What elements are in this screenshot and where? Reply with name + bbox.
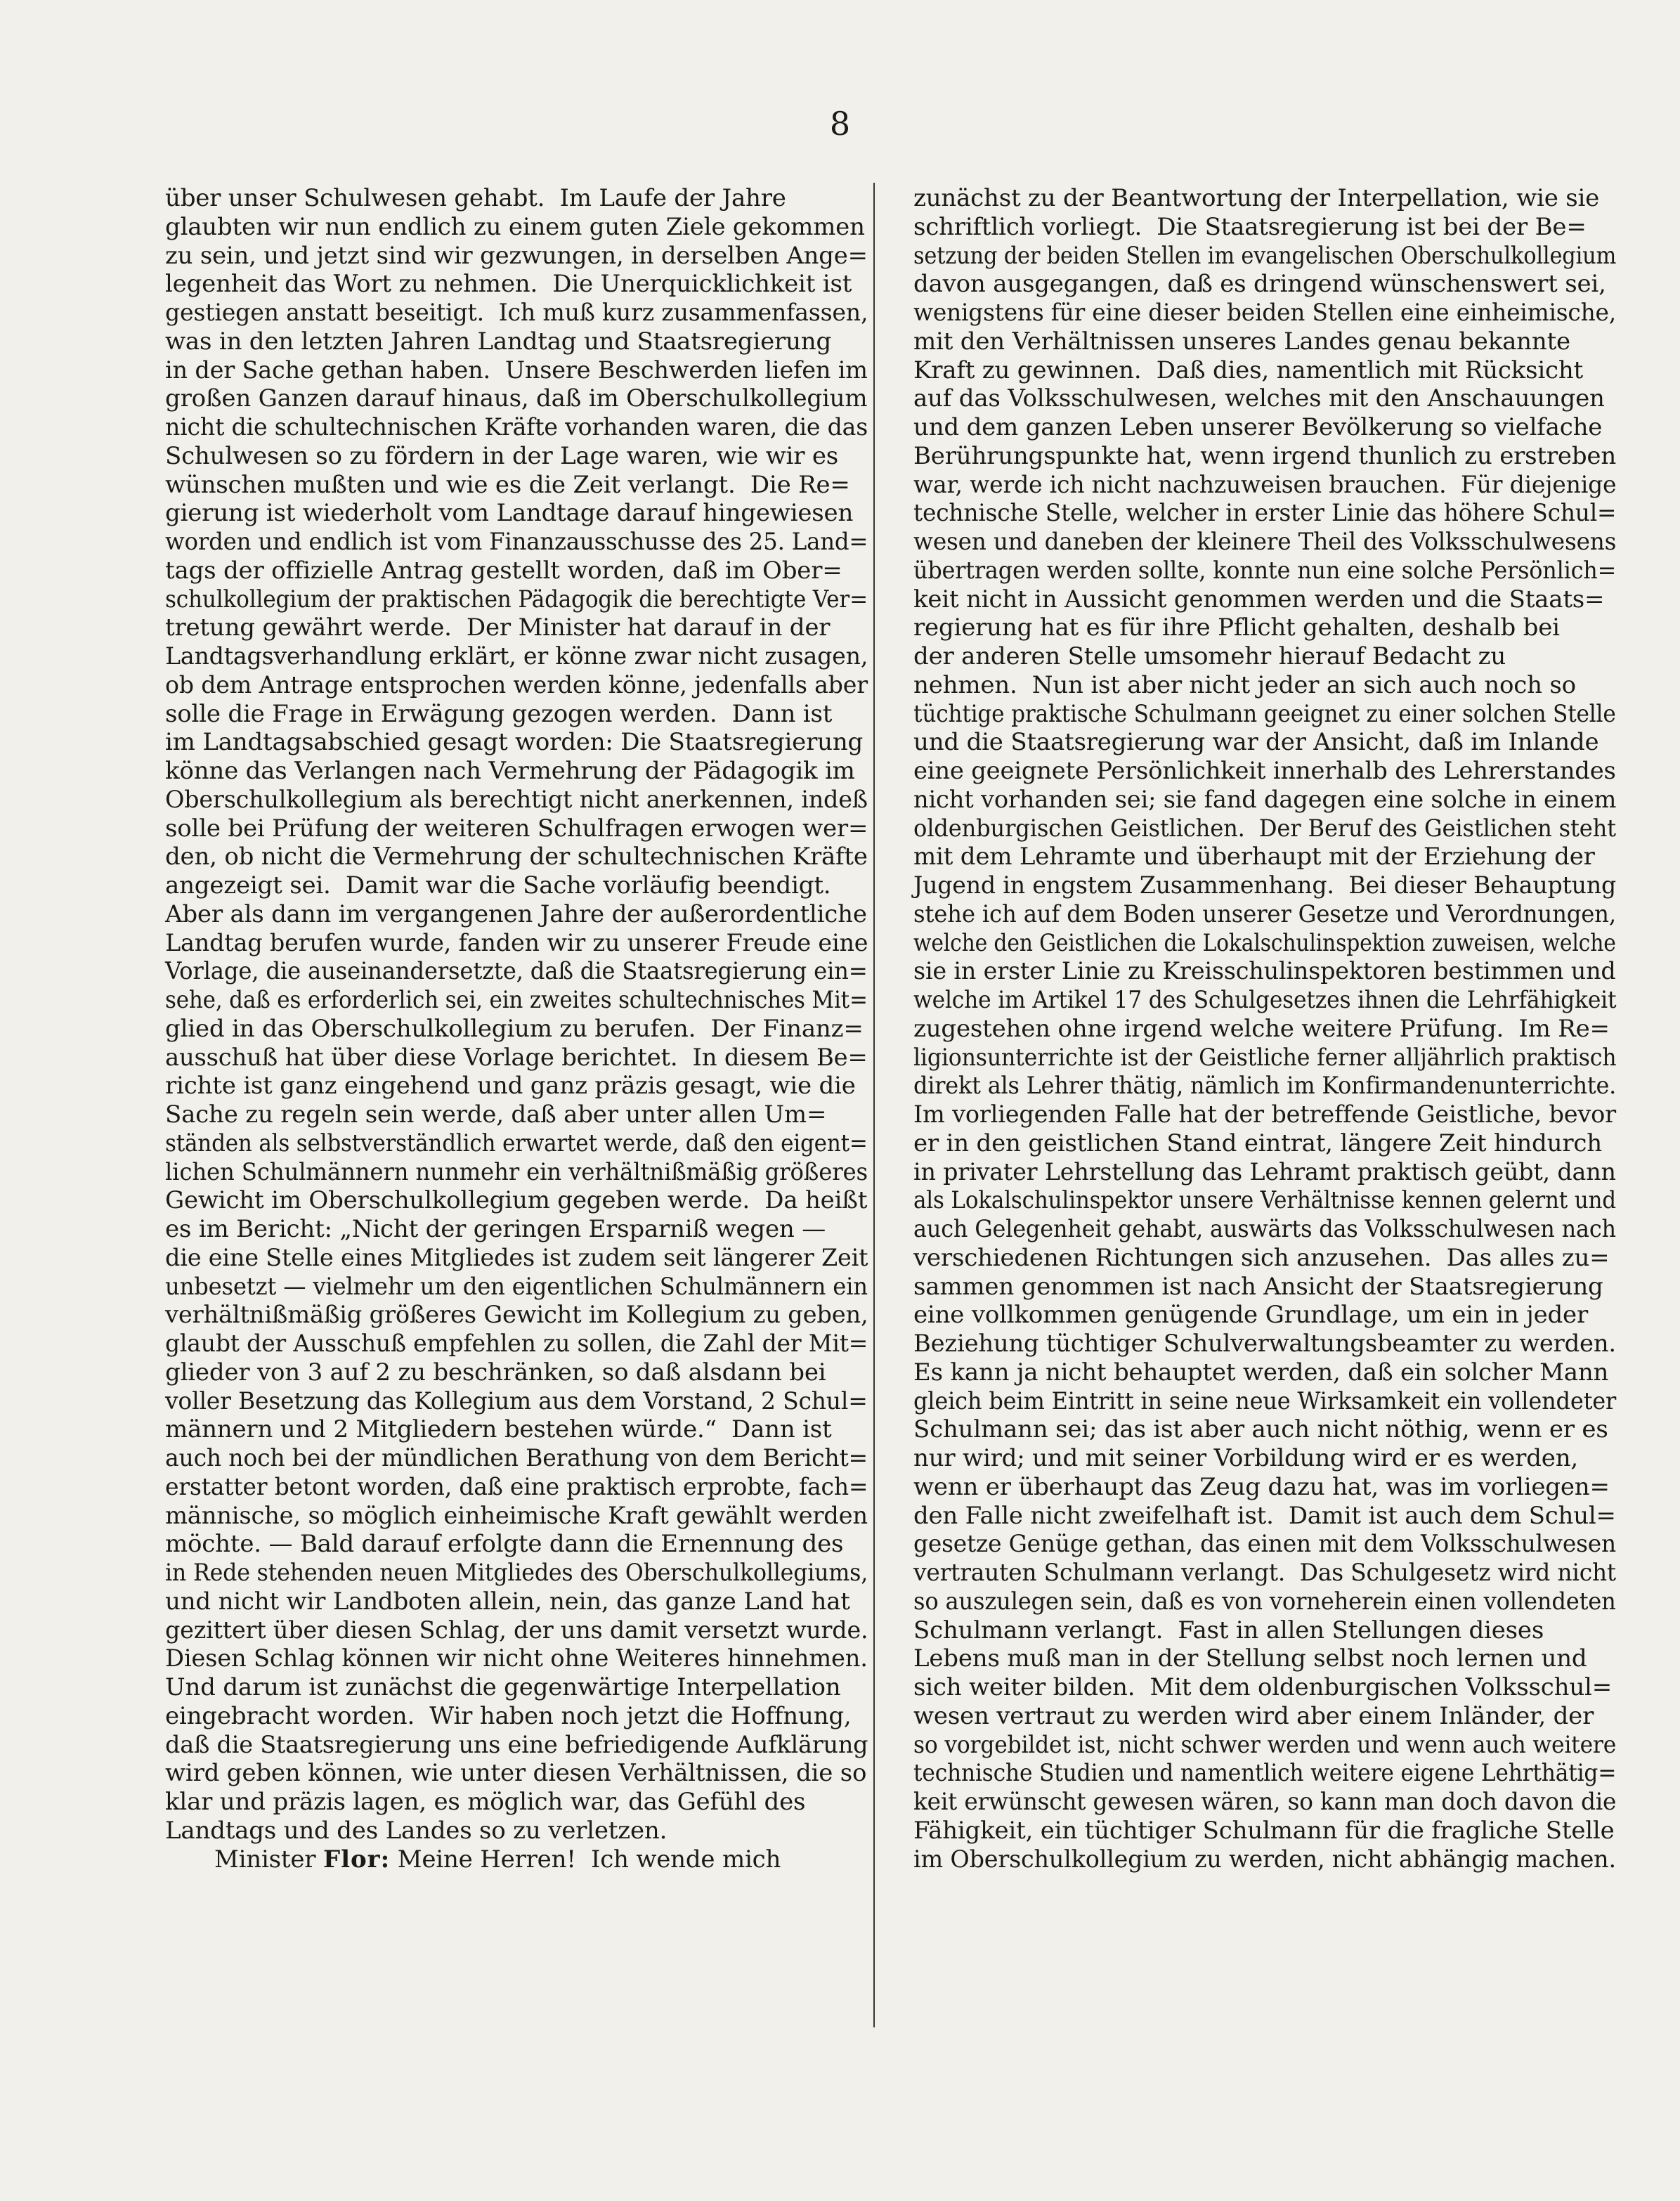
text-line: unbesetzt — vielmehr um den eigentlichen Schulmännern ein	[165, 1272, 868, 1301]
text-line: die eine Stelle eines Mitgliedes ist zudem seit längerer Zeit	[165, 1243, 868, 1272]
text-line: Oberschulkollegium als berechtigt nicht anerkennen, indeß	[165, 785, 868, 814]
text-line: männische, so möglich einheimische Kraft gewählt werden	[165, 1501, 868, 1530]
text-line: stehe ich auf dem Boden unserer Gesetze und Verordnungen,	[913, 900, 1616, 928]
text-line: in Rede stehenden neuen Mitgliedes des Oberschulkollegiums,	[165, 1559, 868, 1587]
text-line: Schulmann verlangt. Fast in allen Stellungen dieses	[913, 1616, 1544, 1644]
text-line: nur wird; und mit seiner Vorbildung wird er es werden,	[913, 1444, 1579, 1472]
text-line: wesen und daneben der kleinere Theil des Volksschulwesens	[913, 528, 1617, 556]
text-line: ständen als selbstverständlich erwartet werde, daß den eigent=	[165, 1129, 868, 1157]
text-line: glaubten wir nun endlich zu einem guten Ziele gekommen	[165, 212, 865, 241]
text-line: glaubt der Ausschuß empfehlen zu sollen, die Zahl der Mit=	[165, 1330, 868, 1358]
text-line: und nicht wir Landboten allein, nein, das ganze Land hat	[165, 1587, 850, 1616]
text-line: und dem ganzen Leben unserer Bevölkerung so vielfache	[913, 413, 1603, 441]
text-line: gleich beim Eintritt in seine neue Wirksamkeit ein vollendeter	[913, 1387, 1617, 1415]
text-line: klar und präzis lagen, es möglich war, das Gefühl des	[165, 1788, 806, 1816]
text-line: legenheit das Wort zu nehmen. Die Unerquicklichkeit ist	[165, 270, 852, 299]
text-line: sich weiter bilden. Mit dem oldenburgischen Volksschul=	[913, 1673, 1612, 1701]
text-line: Berührungspunkte hat, wenn irgend thunlich zu erstreben	[913, 441, 1617, 470]
text-line: Landtags und des Landes so zu verletzen.	[165, 1816, 668, 1845]
text-line: technische Stelle, welcher in erster Linie das höhere Schul=	[913, 499, 1617, 528]
text-line: Sache zu regeln sein werde, daß aber unter allen Um=	[165, 1100, 827, 1129]
left-column	[165, 184, 868, 1874]
text-line: zugestehen ohne irgend welche weitere Prüfung. Im Re=	[913, 1014, 1610, 1043]
text-line: Diesen Schlag können wir nicht ohne Weiteres hinnehmen.	[165, 1644, 868, 1673]
text-line: direkt als Lehrer thätig, nämlich im Konfirmandenunterrichte.	[913, 1072, 1617, 1100]
speaker-title: Minister	[214, 1845, 323, 1874]
text-line: Beziehung tüchtiger Schulverwaltungsbeamter zu werden.	[913, 1330, 1616, 1358]
text-line: sehe, daß es erforderlich sei, ein zweites schultechnisches Mit=	[165, 986, 868, 1014]
text-line: auch noch bei der mündlichen Berathung von dem Bericht=	[165, 1444, 868, 1472]
text-line: Lebens muß man in der Stellung selbst noch lernen und	[913, 1644, 1587, 1673]
text-line: Aber als dann im vergangenen Jahre der außerordentliche	[165, 900, 867, 928]
text-line: tüchtige praktische Schulmann geeignet zu einer solchen Stelle	[913, 699, 1616, 728]
text-line: nicht die schultechnischen Kräfte vorhanden waren, die das	[165, 413, 868, 441]
text-line: regierung hat es für ihre Pflicht gehalten, deshalb bei	[913, 613, 1560, 642]
text-line: solle die Frage in Erwägung gezogen werden. Dann ist	[165, 699, 833, 728]
text-line: mit den Verhältnissen unseres Landes genau bekannte	[913, 327, 1570, 356]
text-line: lichen Schulmännern nunmehr ein verhältnißmäßig größeres	[165, 1157, 868, 1186]
text-line: Gewicht im Oberschulkollegium gegeben werde. Da heißt	[165, 1186, 868, 1215]
text-line: mit dem Lehramte und überhaupt mit der Erziehung der	[913, 843, 1595, 871]
text-line: möchte. — Bald darauf erfolgte dann die Ernennung des	[165, 1530, 844, 1559]
text-line: den Falle nicht zweifelhaft ist. Damit ist auch dem Schul=	[913, 1501, 1616, 1530]
text-line: Jugend in engstem Zusammenhang. Bei dieser Behauptung	[913, 871, 1617, 900]
text-line: gestiegen anstatt beseitigt. Ich muß kurz zusammenfassen,	[165, 299, 868, 327]
text-line: glied in das Oberschulkollegium zu berufen. Der Finanz=	[165, 1014, 864, 1043]
text-line: tretung gewährt werde. Der Minister hat darauf in der	[165, 613, 831, 642]
text-line: und die Staatsregierung war der Ansicht, daß im Inlande	[913, 728, 1599, 757]
text-line: großen Ganzen darauf hinaus, daß im Oberschulkollegium	[165, 384, 868, 413]
text-line: in privater Lehrstellung das Lehramt praktisch geübt, dann	[913, 1157, 1616, 1186]
text-line: sie in erster Linie zu Kreisschulinspektoren bestimmen und	[913, 957, 1616, 986]
text-line: zunächst zu der Beantwortung der Interpellation, wie sie	[913, 184, 1600, 212]
text-line: technische Studien und namentlich weitere eigene Lehrthätig=	[913, 1759, 1617, 1788]
text-line: vertrauten Schulmann verlangt. Das Schulgesetz wird nicht	[913, 1559, 1616, 1587]
text-line: eine vollkommen genügende Grundlage, um ein in jeder	[913, 1301, 1589, 1330]
text-line: männern und 2 Mitgliedern bestehen würde.“ Dann ist	[165, 1415, 832, 1444]
text-line: voller Besetzung das Kollegium aus dem Vorstand, 2 Schul=	[165, 1387, 868, 1415]
text-line: erstatter betont worden, daß eine praktisch erprobte, fach=	[165, 1472, 868, 1501]
text-line: wird geben können, wie unter diesen Verhältnissen, die so	[165, 1759, 867, 1788]
text-line: auch Gelegenheit gehabt, auswärts das Volksschulwesen nach	[913, 1215, 1616, 1243]
speech-start: Meine Herren! Ich wende mich	[390, 1845, 781, 1874]
text-line: setzung der beiden Stellen im evangelischen Oberschulkollegium	[913, 241, 1617, 270]
text-line: eine geeignete Persönlichkeit innerhalb des Lehrerstandes	[913, 757, 1616, 785]
text-line: zu sein, und jetzt sind wir gezwungen, in derselben Ange=	[165, 241, 868, 270]
text-line: ob dem Antrage entsprochen werden könne, jedenfalls aber	[165, 670, 868, 699]
text-line: nehmen. Nun ist aber nicht jeder an sich auch noch so	[913, 670, 1576, 699]
text-line: übertragen werden sollte, konnte nun eine solche Persönlich=	[913, 556, 1617, 585]
text-line: wesen vertraut zu werden wird aber einem Inländer, der	[913, 1701, 1594, 1730]
text-line: sammen genommen ist nach Ansicht der Staatsregierung	[913, 1272, 1603, 1301]
text-line: schriftlich vorliegt. Die Staatsregierung ist bei der Be=	[913, 212, 1587, 241]
text-line: als Lokalschulinspektor unsere Verhältnisse kennen gelernt und	[913, 1186, 1616, 1215]
page-number: 8	[829, 105, 851, 143]
text-line: verschiedenen Richtungen sich anzusehen. Das alles zu=	[913, 1243, 1610, 1272]
speaker-line	[165, 1845, 868, 1874]
text-line: glieder von 3 auf 2 zu beschränken, so daß alsdann bei	[165, 1358, 826, 1387]
text-line: so vorgebildet ist, nicht schwer werden und wenn auch weitere	[913, 1730, 1617, 1759]
text-line: Vorlage, die auseinandersetzte, daß die Staatsregierung ein=	[165, 957, 868, 986]
text-line: nicht vorhanden sei; sie fand dagegen eine solche in einem	[913, 785, 1617, 814]
text-line: richte ist ganz eingehend und ganz präzis gesagt, wie die	[165, 1072, 856, 1100]
text-line: den, ob nicht die Vermehrung der schultechnischen Kräfte	[165, 843, 868, 871]
text-line: Landtagsverhandlung erklärt, er könne zwar nicht zusagen,	[165, 642, 868, 670]
text-line: wünschen mußten und wie es die Zeit verlangt. Die Re=	[165, 470, 850, 499]
text-line: welche den Geistlichen die Lokalschulinspektion zuweisen, welche	[913, 928, 1616, 957]
text-line: so auszulegen sein, daß es von vorneherein einen vollendeten	[913, 1587, 1616, 1616]
text-line: keit erwünscht gewesen wären, so kann man doch davon die	[913, 1788, 1617, 1816]
text-line: worden und endlich ist vom Finanzausschusse des 25. Land=	[165, 528, 868, 556]
text-line: wenigstens für eine dieser beiden Stellen eine einheimische,	[913, 299, 1616, 327]
text-line: Kraft zu gewinnen. Daß dies, namentlich mit Rücksicht	[913, 356, 1584, 384]
text-line: oldenburgischen Geistlichen. Der Beruf des Geistlichen steht	[913, 814, 1616, 843]
text-line: gesetze Genüge gethan, das einen mit dem Volksschulwesen	[913, 1530, 1616, 1559]
text-line: könne das Verlangen nach Vermehrung der Pädagogik im	[165, 757, 855, 785]
text-line: der anderen Stelle umsomehr hierauf Bedacht zu	[913, 642, 1506, 670]
text-line: Es kann ja nicht behauptet werden, daß ein solcher Mann	[913, 1358, 1609, 1387]
text-line: Und darum ist zunächst die gegenwärtige Interpellation	[165, 1673, 841, 1701]
text-line: schulkollegium der praktischen Pädagogik die berechtigte Ver=	[165, 585, 868, 613]
text-line: auf das Volksschulwesen, welches mit den Anschauungen	[913, 384, 1605, 413]
text-line: wenn er überhaupt das Zeug dazu hat, was im vorliegen=	[913, 1472, 1610, 1501]
text-line: Schulwesen so zu fördern in der Lage waren, wie wir es	[165, 441, 839, 470]
text-line: daß die Staatsregierung uns eine befriedigende Aufklärung	[165, 1730, 868, 1759]
text-line: gezittert über diesen Schlag, der uns damit versetzt wurde.	[165, 1616, 868, 1644]
text-line: gierung ist wiederholt vom Landtage darauf hingewiesen	[165, 499, 854, 528]
text-line: im Oberschulkollegium zu werden, nicht abhängig machen.	[913, 1845, 1616, 1874]
text-line: es im Bericht: „Nicht der geringen Ersparniß wegen —	[165, 1215, 826, 1243]
text-line: was in den letzten Jahren Landtag und Staatsregierung	[165, 327, 832, 356]
text-line: Landtag berufen wurde, fanden wir zu unserer Freude eine	[165, 928, 868, 957]
text-line: war, werde ich nicht nachzuweisen brauchen. Für diejenige	[913, 470, 1617, 499]
text-line: angezeigt sei. Damit war die Sache vorläufig beendigt.	[165, 871, 831, 900]
text-line: solle bei Prüfung der weiteren Schulfragen erwogen wer=	[165, 814, 868, 843]
right-column	[913, 184, 1616, 1874]
text-line: über unser Schulwesen gehabt. Im Laufe der Jahre	[165, 184, 786, 212]
text-line: eingebracht worden. Wir haben noch jetzt die Hoffnung,	[165, 1701, 852, 1730]
text-line: er in den geistlichen Stand eintrat, längere Zeit hindurch	[913, 1129, 1602, 1157]
text-line: keit nicht in Aussicht genommen werden und die Staats=	[913, 585, 1605, 613]
text-line: tags der offizielle Antrag gestellt worden, daß im Ober=	[165, 556, 842, 585]
text-line: Im vorliegenden Falle hat der betreffende Geistliche, bevor	[913, 1100, 1616, 1129]
text-line: ausschuß hat über diese Vorlage berichtet. In diesem Be=	[165, 1043, 868, 1072]
text-line: verhältnißmäßig größeres Gewicht im Kollegium zu geben,	[165, 1301, 868, 1330]
text-line: in der Sache gethan haben. Unsere Beschwerden liefen im	[165, 356, 868, 384]
text-line: Schulmann sei; das ist aber auch nicht nöthig, wenn er es	[913, 1415, 1608, 1444]
text-line: im Landtagsabschied gesagt worden: Die Staatsregierung	[165, 728, 864, 757]
text-line: welche im Artikel 17 des Schulgesetzes ihnen die Lehrfähigkeit	[913, 986, 1617, 1014]
text-line: Fähigkeit, ein tüchtiger Schulmann für die fragliche Stelle	[913, 1816, 1615, 1845]
column-divider	[873, 183, 875, 2027]
text-line: ligionsunterrichte ist der Geistliche ferner alljährlich praktisch	[913, 1043, 1617, 1072]
text-line: davon ausgegangen, daß es dringend wünschenswert sei,	[913, 270, 1606, 299]
speaker-name: Flor:	[323, 1845, 391, 1874]
